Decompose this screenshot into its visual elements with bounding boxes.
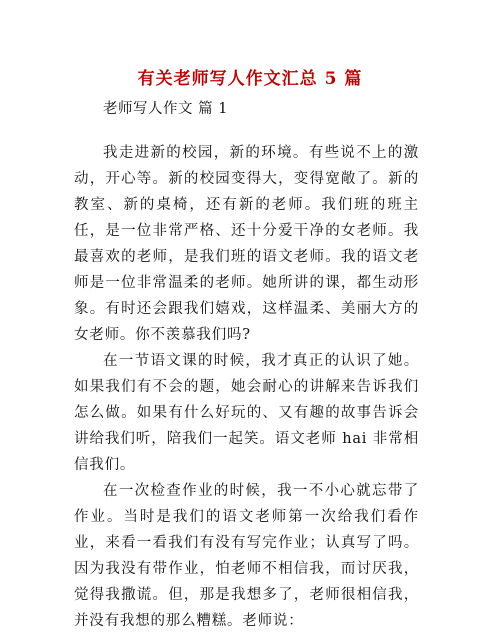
document-title: 有关老师写人作文汇总 5 篇: [137, 69, 363, 89]
paragraph: 在一节语文课的时候，我才真正的认识了她。如果我们有不会的题，她会耐心的讲解来告诉我们怎么做。如果有什么好玩的、又有趣的故事告诉会讲给我们听，陪我们一起笑。语文老师 hai 非常相信我们。: [74, 353, 419, 473]
document-body: [74, 140, 419, 634]
document-subtitle: 老师写人作文 篇 1: [103, 101, 228, 117]
paragraph: 在一次检查作业的时候，我一不小心就忘带了作业。当时是我们的语文老师第一次给我们看作业，来看一看我们有没有写完作业；认真写了吗。因为我没有带作业，怕老师不相信我，而讨厌我，觉得我撒谎。但，那是我想多了，老师很相信我，并没有我想的那么糟糕。老师说：: [74, 483, 419, 629]
paragraph: 我走进新的校园，新的环境。有些说不上的激动，开心等。新的校园变得大，变得宽敞了。新的教室、新的桌椅，还有新的老师。我们班的班主任，是一位非常严格、还十分爱干净的女老师。我最喜欢的老师，是我们班的语文老师。我的语文老师是一位非常温柔的老师。她所讲的课，都生动形象。有时还会跟我们嬉戏，这样温柔、美丽大方的女老师。你不羡慕我们吗?: [74, 145, 419, 343]
